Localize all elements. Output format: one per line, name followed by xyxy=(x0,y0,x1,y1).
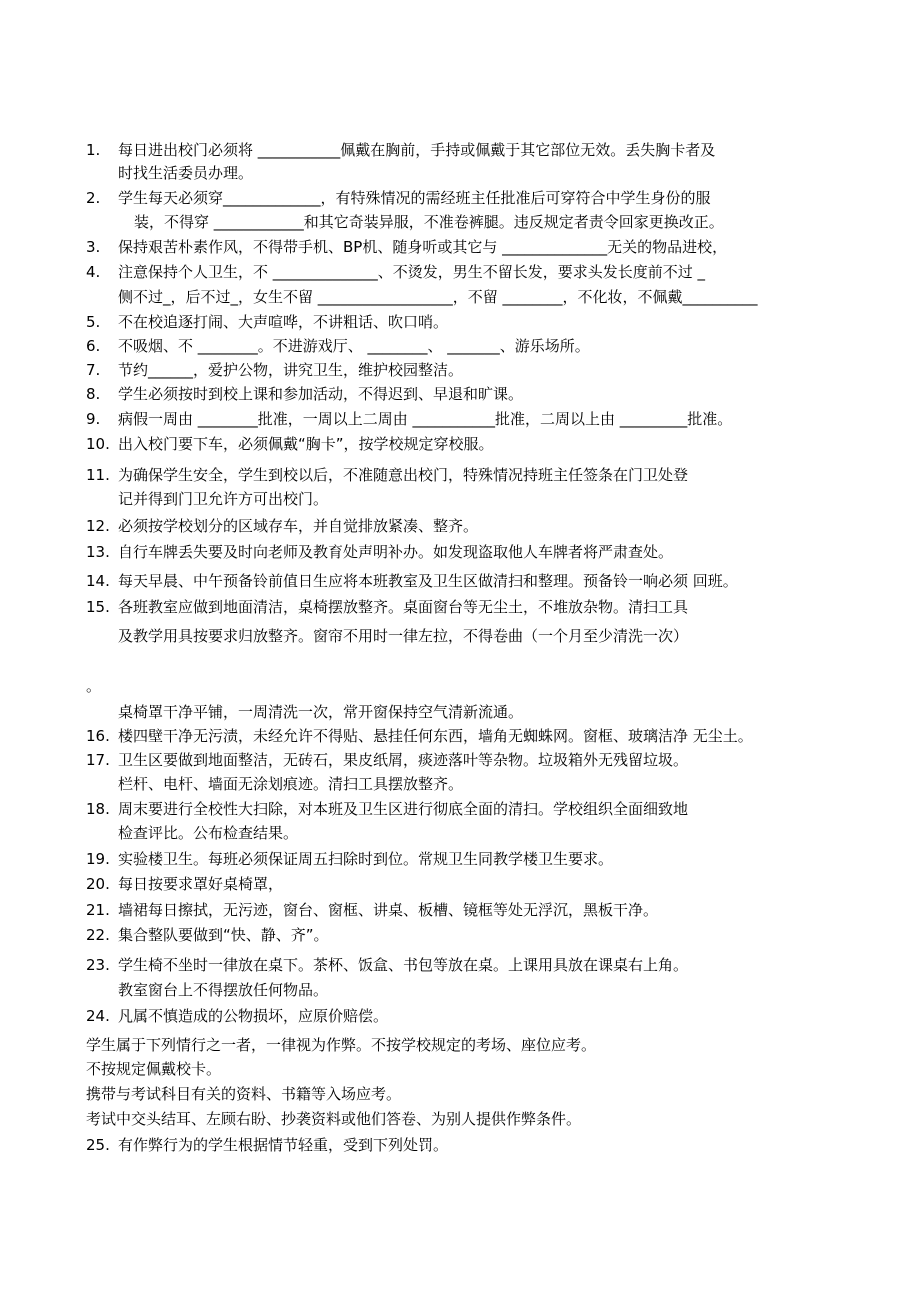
rule-text: 每天早晨、中午预备铃前值日生应将本班教室及卫生区做清扫和整理。预备铃一响必须 回班。 xyxy=(118,572,738,590)
rule-number: 15. xyxy=(86,598,110,616)
rule-number: 10. xyxy=(86,435,110,453)
rule-number: 17. xyxy=(86,751,110,769)
rule-text: 为确保学生安全，学生到校以后，不准随意出校门，特殊情况持班主任签条在门卫处登 xyxy=(118,466,689,484)
rule-text: 学生椅不坐时一律放在桌下。茶杯、饭盒、书包等放在桌。上课用具放在课桌右上角。 xyxy=(118,956,689,974)
rule-number: 20. xyxy=(86,875,110,893)
rule-15-continued-2: 桌椅罩干净平铺，一周清洗一次，常开窗保持空气清新流通。 xyxy=(118,703,524,721)
rule-text: 学生必须按时到校上课和参加活动，不得迟到、早退和旷课。 xyxy=(118,385,524,403)
rule-text: 必须按学校划分的区域存车，并自觉排放紧凑、整齐。 xyxy=(118,517,479,535)
rule-number: 6. xyxy=(86,337,101,355)
rule-text: 各班教室应做到地面清洁，桌椅摆放整齐。桌面窗台等无尘土，不堆放杂物。清扫工具 xyxy=(118,598,689,616)
rule-11-continued: 记并得到门卫允许方可出校门。 xyxy=(118,490,329,508)
rule-text: 学生每天必须穿_____________，有特殊情况的需经班主任批准后可穿符合中学生身份的服 xyxy=(118,189,711,207)
rule-text: 病假一周由 ________批准，一周以上二周由 ___________批准，二周以上由 _________批准。 xyxy=(118,410,733,428)
rule-text: 卫生区要做到地面整洁，无砖石，果皮纸屑，痰迹落叶等杂物。垃圾箱外无残留垃圾。 xyxy=(118,751,689,769)
rule-4-continued: 侧不过_，后不过_，女生不留 __________________，不留 ________，不化妆，不佩戴__________ xyxy=(118,288,758,306)
rule-text: 凡属不慎造成的公物损坏，应原价赔偿。 xyxy=(118,1007,389,1025)
rule-number: 24. xyxy=(86,1007,110,1025)
exam-rule-line-4: 考试中交头结耳、左顾右盼、抄袭资料或他们答卷、为别人提供作弊条件。 xyxy=(86,1110,582,1128)
rule-15-continued: 及教学用具按要求归放整齐。窗帘不用时一律左拉，不得卷曲（一个月至少清洗一次） xyxy=(118,627,689,645)
rule-text: 不在校追逐打闹、大声喧哗，不讲粗话、吹口哨。 xyxy=(118,313,449,331)
rule-number: 3. xyxy=(86,238,101,256)
rule-text: 不吸烟、不 ________。不进游戏厅、 ________、 _______、游乐场所。 xyxy=(118,337,590,355)
rule-number: 5. xyxy=(86,313,101,331)
rule-number: 12. xyxy=(86,517,110,535)
rule-1-continued: 时找生活委员办理。 xyxy=(118,164,254,182)
rule-number: 14. xyxy=(86,572,110,590)
rule-text: 每日进出校门必须将 ___________佩戴在胸前，手持或佩戴于其它部位无效。丢失胸卡者及 xyxy=(118,141,716,159)
rule-number: 19. xyxy=(86,850,110,868)
rule-number: 21. xyxy=(86,901,110,919)
rule-text: 注意保持个人卫生，不 ______________、不烫发，男生不留长发，要求头发长度前不过 _ xyxy=(118,263,706,281)
rule-number: 16. xyxy=(86,727,110,745)
rule-number: 8. xyxy=(86,385,101,403)
rule-text: 节约______，爱护公物，讲究卫生，维护校园整洁。 xyxy=(118,361,464,379)
rule-number: 25. xyxy=(86,1136,110,1154)
rule-text: 实验楼卫生。每班必须保证周五扫除时到位。常规卫生同教学楼卫生要求。 xyxy=(118,850,614,868)
exam-rule-line-1: 学生属于下列情行之一者，一律视为作弊。不按学校规定的考场、座位应考。 xyxy=(86,1036,597,1054)
rule-number: 13. xyxy=(86,543,110,561)
rule-text: 保持艰苦朴素作风，不得带手机、BP机、随身听或其它与 ______________无关的物品进校， xyxy=(118,238,728,256)
rule-number: 23. xyxy=(86,956,110,974)
rule-17-continued: 栏杆、电杆、墙面无涂划痕迹。清扫工具摆放整齐。 xyxy=(118,775,464,793)
rule-number: 2. xyxy=(86,189,101,207)
rule-text: 出入校门要下车，必须佩戴“胸卡”，按学校规定穿校服。 xyxy=(118,435,494,453)
rule-number: 1. xyxy=(86,141,101,159)
rule-18-continued: 检查评比。公布检查结果。 xyxy=(118,824,299,842)
rule-2-continued: 装，不得穿 ____________和其它奇装异服，不准卷裤腿。违反规定者责令回家更换改正。 xyxy=(134,213,724,231)
rule-text: 集合整队要做到“快、静、齐”。 xyxy=(118,926,329,944)
rule-number: 4. xyxy=(86,263,101,281)
rule-text: 有作弊行为的学生根据情节轻重，受到下列处罚。 xyxy=(118,1136,449,1154)
exam-rule-line-3: 携带与考试科目有关的资料、书籍等入场应考。 xyxy=(86,1085,402,1103)
rule-text: 周末要进行全校性大扫除，对本班及卫生区进行彻底全面的清扫。学校组织全面细致地 xyxy=(118,800,689,818)
rule-15-period: 。 xyxy=(86,677,102,695)
rule-text: 楼四壁干净无污渍，未经允许不得贴、悬挂任何东西，墙角无蜘蛛网。窗框、玻璃洁净 无尘土。 xyxy=(118,727,753,745)
rule-number: 9. xyxy=(86,410,101,428)
rule-number: 22. xyxy=(86,926,110,944)
rule-text: 每日按要求罩好桌椅罩， xyxy=(118,875,284,893)
rule-text: 墙裙每日擦拭，无污迹，窗台、窗框、讲桌、板槽、镜框等处无浮沉，黑板干净。 xyxy=(118,901,659,919)
rule-text: 自行车牌丢失要及时向老师及教育处声明补办。如发现盗取他人车牌者将严肃查处。 xyxy=(118,543,674,561)
exam-rule-line-2: 不按规定佩戴校卡。 xyxy=(86,1060,222,1078)
rule-number: 11. xyxy=(86,466,110,484)
rule-number: 7. xyxy=(86,361,101,379)
rule-number: 18. xyxy=(86,800,110,818)
rule-23-continued: 教室窗台上不得摆放任何物品。 xyxy=(118,981,329,999)
